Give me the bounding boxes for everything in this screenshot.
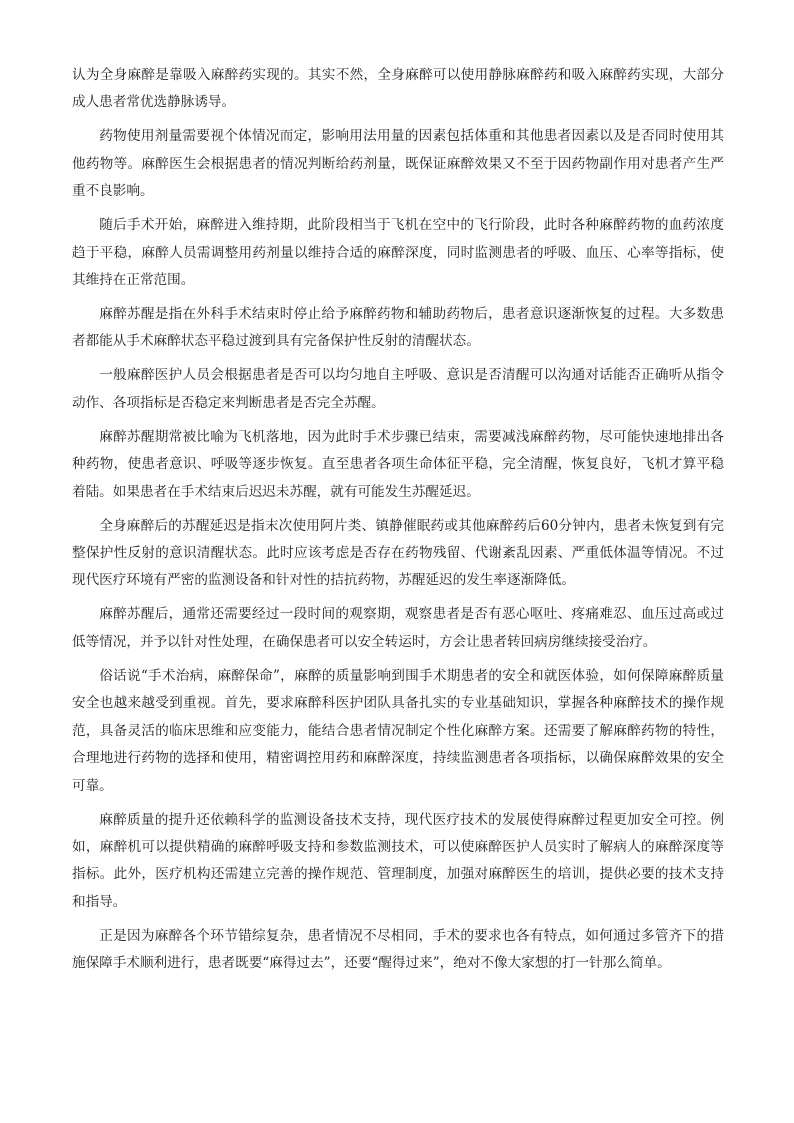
paragraph-dosage: 药物使用剂量需要视个体情况而定，影响用法用量的因素包括体重和其他患者因素以及是否同时使用其他药物等。麻醉医生会根据患者的情况判断给药剂量，既保证麻醉效果又不至于因药物副作用对患者产生严重不良影响。 bbox=[72, 128, 724, 200]
paragraph-conclusion: 正是因为麻醉各个环节错综复杂，患者情况不尽相同，手术的要求也各有特点，如何通过多管齐下的措施保障手术顺利进行，患者既要“麻得过去”，还要“醒得过来”，绝对不像大家想的打一针那么简单。 bbox=[72, 927, 724, 972]
paragraph-recovery-definition: 麻醉苏醒是指在外科手术结束时停止给予麻醉药物和辅助药物后，患者意识逐渐恢复的过程。大多数患者都能从手术麻醉状态平稳过渡到具有完备保护性反射的清醒状态。 bbox=[72, 306, 724, 350]
paragraph-monitoring-technology: 麻醉质量的提升还依赖科学的监测设备技术支持，现代医疗技术的发展使得麻醉过程更加安全可控。例如，麻醉机可以提供精确的麻醉呼吸支持和参数监测技术，可以使麻醉医护人员实时了解病人的麻醉深度等指标。此外，医疗机构还需建立完善的操作规范、管理制度，加强对麻醉医生的培训，提供必要的技术支持和指导。 bbox=[72, 811, 724, 910]
paragraph-delayed-recovery: 全身麻醉后的苏醒延迟是指末次使用阿片类、镇静催眠药或其他麻醉药后60分钟内，患者未恢复到有完整保护性反射的意识清醒状态。此时应该考虑是否存在药物残留、代谢紊乱因素、严重低体温等情况。不过现代医疗环境有严密的监测设备和针对性的拮抗药物，苏醒延迟的发生率逐渐降低。 bbox=[72, 517, 724, 589]
paragraph-landing-analogy: 麻醉苏醒期常被比喻为飞机落地，因为此时手术步骤已结束，需要减浅麻醉药物，尽可能快速地排出各种药物，使患者意识、呼吸等逐步恢复。直至患者各项生命体征平稳，完全清醒，恢复良好，飞机才算平稳着陆。如果患者在手术结束后迟迟未苏醒，就有可能发生苏醒延迟。 bbox=[72, 428, 724, 500]
paragraph-continuation: 认为全身麻醉是靠吸入麻醉药实现的。其实不然，全身麻醉可以使用静脉麻醉药和吸入麻醉药实现，大部分成人患者常优选静脉诱导。 bbox=[72, 67, 724, 111]
paragraph-maintenance: 随后手术开始，麻醉进入维持期，此阶段相当于飞机在空中的飞行阶段，此时各种麻醉药物的血药浓度趋于平稳，麻醉人员需调整用药剂量以维持合适的麻醉深度，同时监测患者的呼吸、血压、心率等指标，使其维持在正常范围。 bbox=[72, 217, 724, 289]
paragraph-recovery-criteria: 一般麻醉医护人员会根据患者是否可以均匀地自主呼吸、意识是否清醒可以沟通对话能否正确听从指令动作、各项指标是否稳定来判断患者是否完全苏醒。 bbox=[72, 367, 724, 411]
paragraph-quality-safety: 俗话说“手术治病，麻醉保命”，麻醉的质量影响到围手术期患者的安全和就医体验，如何保障麻醉质量安全也越来越受到重视。首先，要求麻醉科医护团队具备扎实的专业基础知识，掌握各种麻醉技术的操作规范，具备灵活的临床思维和应变能力，能结合患者情况制定个性化麻醉方案。还需要了解麻醉药物的特性，合理地进行药物的选择和使用，精密调控用药和麻醉深度，持续监测患者各项指标，以确保麻醉效果的安全可靠。 bbox=[72, 667, 724, 794]
document-page bbox=[72, 62, 724, 984]
paragraph-observation-period: 麻醉苏醒后，通常还需要经过一段时间的观察期，观察患者是否有恶心呕吐、疼痛难忍、血压过高或过低等情况，并予以针对性处理，在确保患者可以安全转运时，方会让患者转回病房继续接受治疗。 bbox=[72, 606, 724, 650]
